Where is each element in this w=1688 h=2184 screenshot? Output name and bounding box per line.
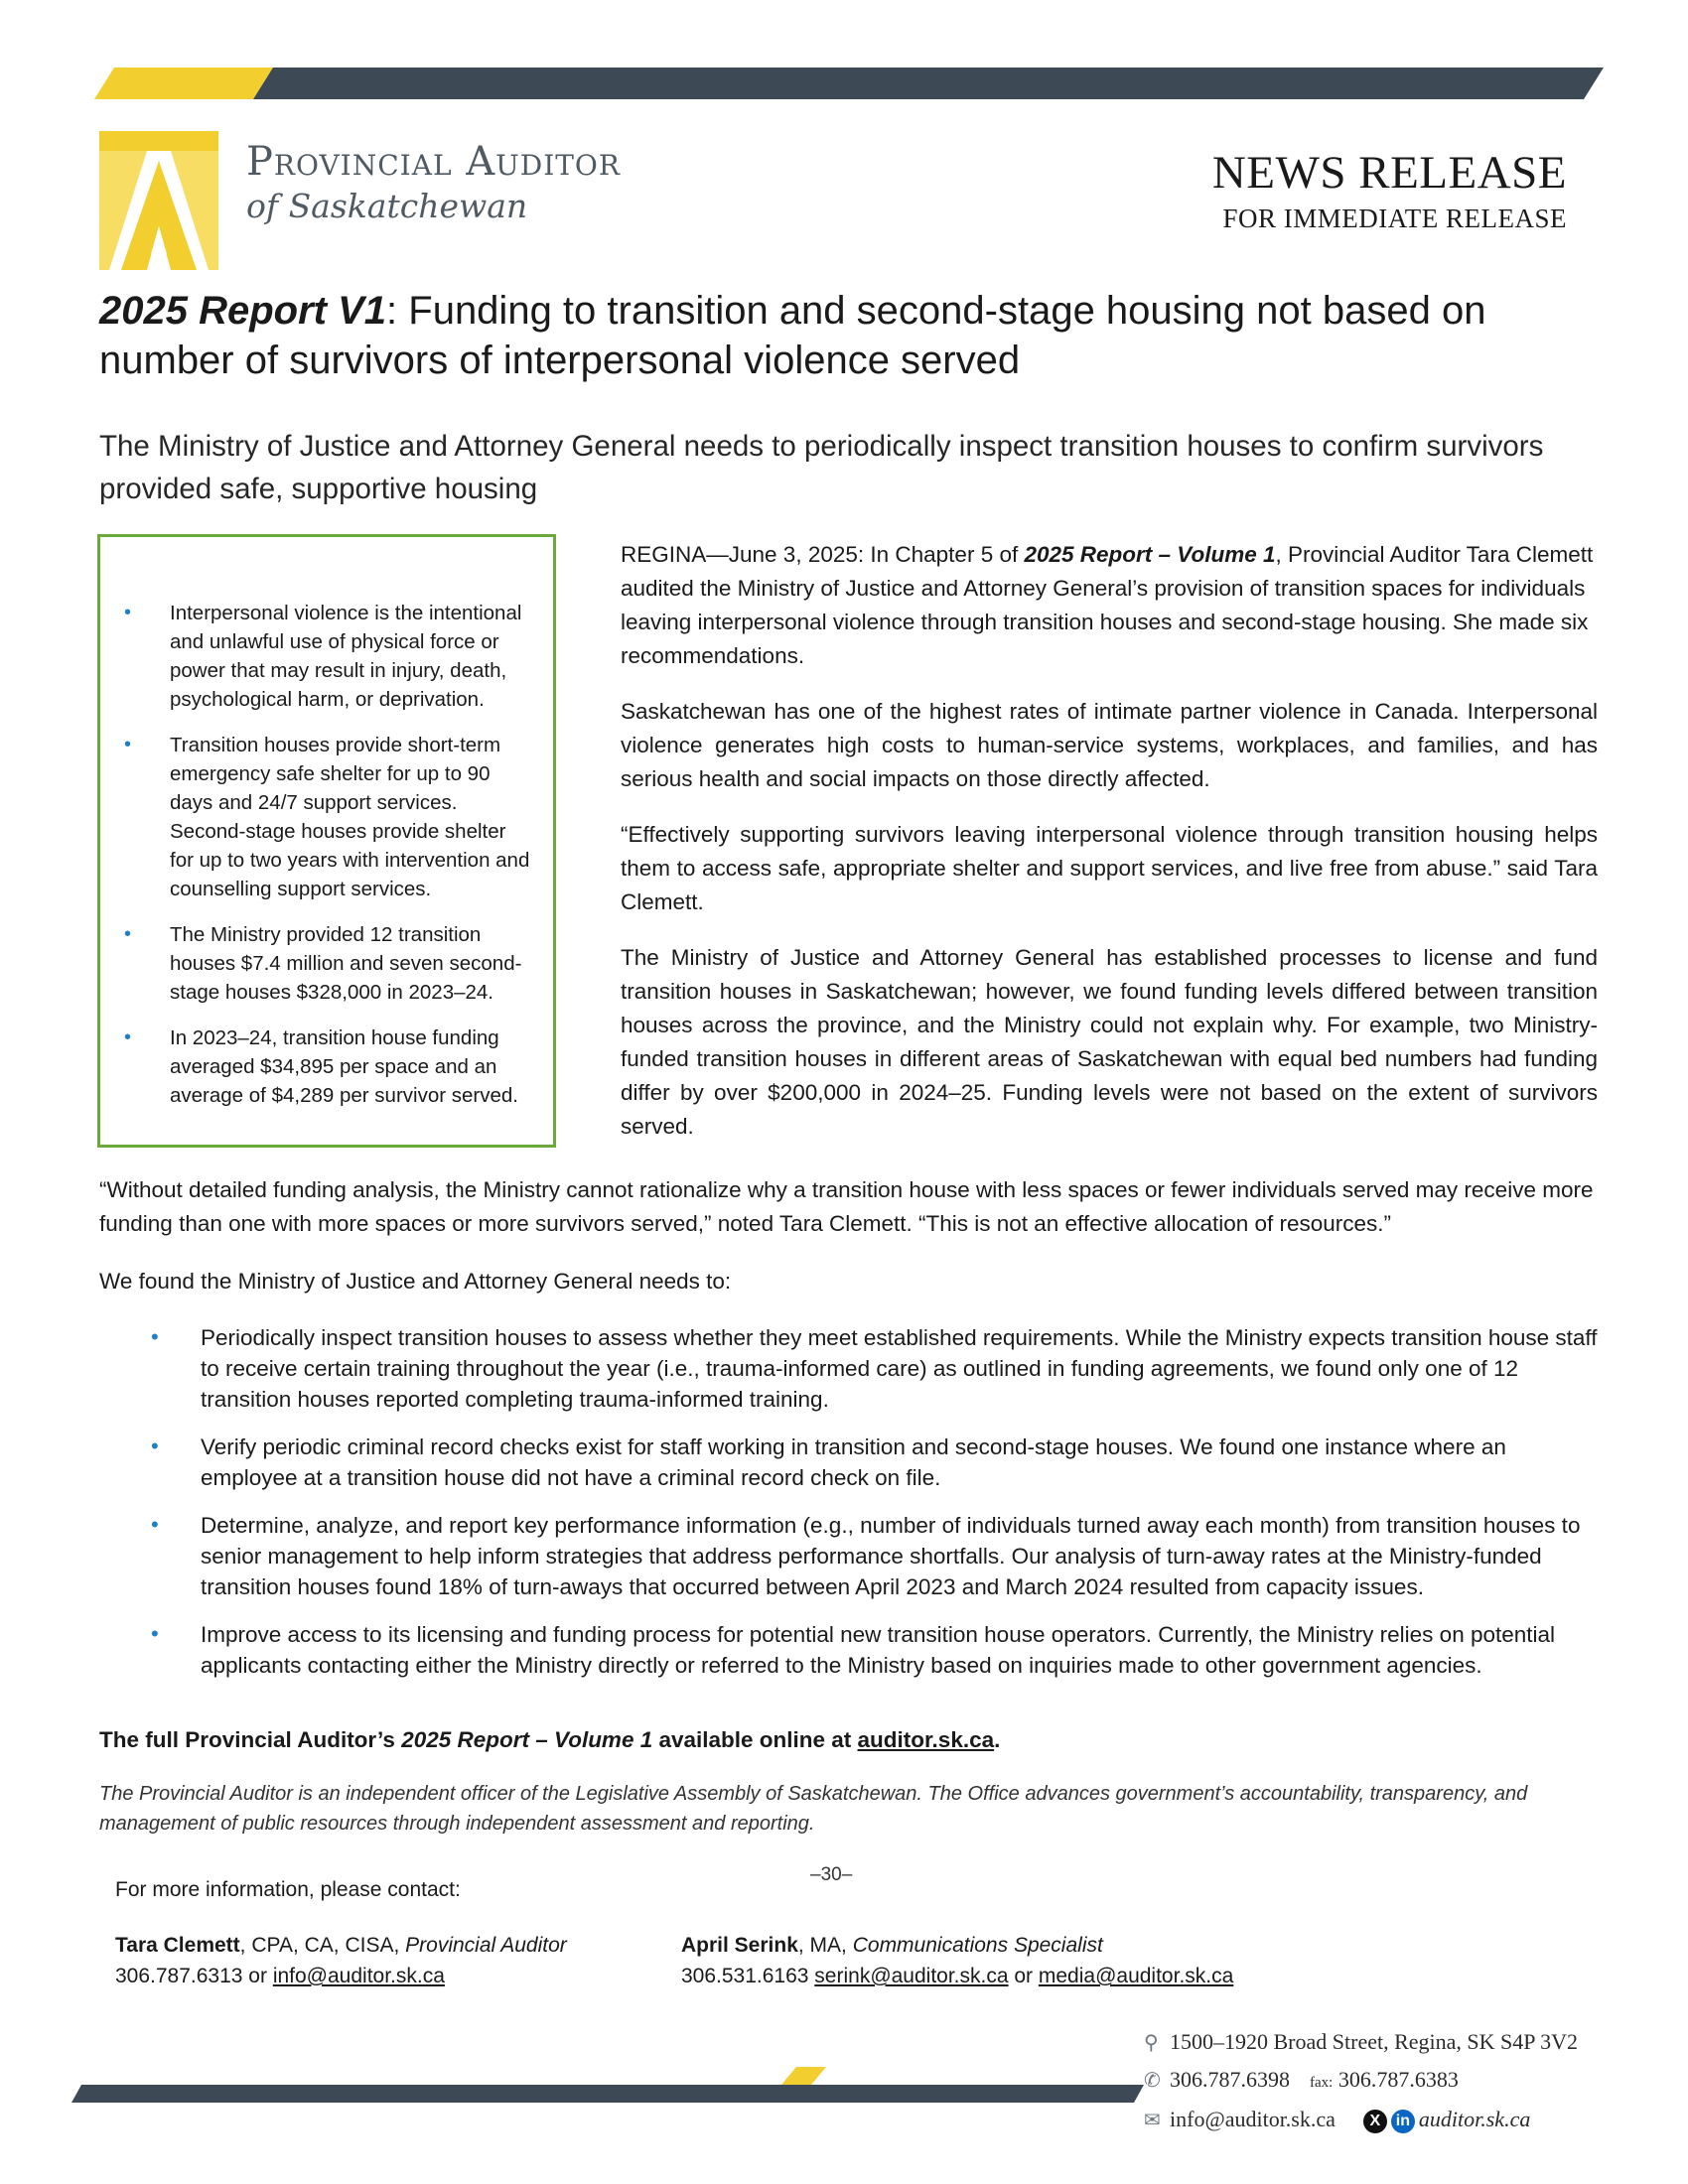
body-paragraph-6: [99, 1265, 1599, 1298]
body-paragraph-3: “Effectively supporting survivors leaving interpersonal violence through transition housing helps them to access safe, appropriate shelter and support services, and live free from abuse.” said Tara Clemett.: [621, 822, 1598, 914]
full-report-text-a: The full Provincial Auditor’s: [99, 1727, 402, 1752]
header-stripe: [94, 68, 1604, 99]
key-fact-item: [124, 1024, 535, 1110]
bullet-icon: •: [124, 1026, 132, 1048]
bullet-icon: •: [151, 1512, 159, 1537]
bullet-icon: •: [124, 734, 132, 755]
key-fact-text: Interpersonal violence is the intentional and unlawful use of physical force or power that may result in injury, death, psychological harm, or deprivation.: [170, 602, 522, 711]
recommendation-text: Improve access to its licensing and funding process for potential new transition house operators. Currently, the Ministry relies on potential applicants contacting either the Ministry directly or referred to the Ministry based on inquiries made to other government agencies.: [201, 1622, 1556, 1678]
contact-phone: 306.531.6163: [681, 1965, 815, 1987]
key-fact-item: [124, 920, 535, 1007]
body-paragraph-2: Saskatchewan has one of the highest rates of intimate partner violence in Canada. Interpersonal violence generates high costs to human-service systems, workplaces, and families, and has serious health and social impacts on those directly affected.: [621, 699, 1598, 791]
auditor-logo: [99, 131, 218, 270]
contact-primary: [115, 1930, 567, 1991]
p1-text-b: , Provincial Auditor Tara Clemett audited the Ministry of Justice and Attorney General’s provision of transition spaces for individuals leaving interpersonal violence through transition houses and second-stage housing. She made six recommendations.: [621, 542, 1594, 668]
media-email-link[interactable]: media@auditor.sk.ca: [1038, 1965, 1234, 1987]
contact-email-link[interactable]: serink@auditor.sk.ca: [814, 1965, 1009, 1987]
bullet-icon: •: [124, 602, 132, 623]
footer-contact-block: [1144, 2029, 1601, 2168]
contact-title: Provincial Auditor: [405, 1934, 567, 1957]
contact-phone: 306.787.6313 or: [115, 1965, 273, 1987]
contact-creds: , MA,: [797, 1934, 853, 1957]
key-facts-box: [97, 534, 556, 1148]
subheadline: The Ministry of Justice and Attorney General needs to periodically inspect transition houses to confirm survivors provided safe, supportive housing: [99, 430, 1544, 505]
footer-fax-label: fax:: [1310, 2075, 1334, 2091]
footer-website-link[interactable]: auditor.sk.ca: [1418, 2107, 1531, 2131]
body-paragraph-4: The Ministry of Justice and Attorney General has established processes to license and fund transition houses in Saskatchewan; however, we found funding levels differed between transition houses across the province, and the Ministry could not explain why. For example, two Ministry-funded transition houses in different areas of Saskatchewan with equal bed numbers had funding differ by over $200,000 in 2024–25. Funding levels were not based on the extent of survivors served.: [621, 945, 1598, 1139]
recommendations-list: [99, 1322, 1599, 1681]
recommendation-item: [99, 1432, 1599, 1493]
recommendation-text: Periodically inspect transition houses to assess whether they meet established requirements. While the Ministry expects transition house staff to receive certain training throughout the year (i.e., trauma-informed care) as outlined in funding agreements, we found only one of 12 transition houses reported completing trauma-informed training.: [201, 1325, 1598, 1412]
bullet-icon: •: [151, 1433, 159, 1458]
key-fact-text: In 2023–24, transition house funding averaged $34,895 per space and an average of $4,289 per survivor served.: [170, 1026, 518, 1107]
contact-name: April Serink: [681, 1934, 798, 1957]
recommendations: [99, 1322, 1599, 1698]
contact-or: or: [1008, 1965, 1039, 1987]
headline-emphasis: 2025 Report V1: [99, 289, 387, 333]
recommendation-item: [99, 1619, 1599, 1681]
contact-secondary: [681, 1930, 1233, 1991]
email-icon: ✉: [1144, 2110, 1161, 2131]
footer-phone: 306.787.6398: [1170, 2067, 1290, 2092]
recommendation-text: Determine, analyze, and report key performance information (e.g., number of individuals turned away each month) from transition houses to senior management to help inform strategies that address performance shortfalls. Our analysis of turn-away rates at the Ministry-funded transition houses found 18% of turn-aways that occurred between April 2023 and March 2024 resulted from capacity issues.: [201, 1513, 1581, 1599]
key-fact-item: [124, 599, 535, 714]
key-fact-item: [124, 731, 535, 903]
p1-text-a: REGINA—June 3, 2025: In Chapter 5 of: [621, 542, 1025, 567]
findings-intro: We found the Ministry of Justice and Attorney General needs to:: [99, 1269, 732, 1294]
footer-fax: 306.787.6383: [1337, 2067, 1459, 2092]
body-paragraph-1: [621, 538, 1598, 673]
bullet-icon: •: [151, 1621, 159, 1646]
x-social-icon[interactable]: X: [1363, 2110, 1387, 2133]
body-right-column: [621, 538, 1598, 1165]
key-facts-list: [100, 537, 553, 1110]
key-fact-text: Transition houses provide short-term emergency safe shelter for up to 90 days and 24/7 support services. Second-stage houses provide shelter for up to two years with intervention and counselling support services.: [170, 734, 530, 900]
contact-email-link[interactable]: info@auditor.sk.ca: [272, 1965, 445, 1987]
linkedin-icon[interactable]: in: [1391, 2110, 1415, 2133]
full-report-text-b: available online at: [652, 1727, 858, 1752]
full-report-end: .: [994, 1727, 1001, 1752]
full-report-title: 2025 Report – Volume 1: [401, 1727, 653, 1752]
auditor-website-link[interactable]: auditor.sk.ca: [857, 1727, 995, 1752]
headline-text: : Funding to transition and second-stage housing not based on number of survivors of interpersonal violence served: [99, 289, 1486, 382]
quote-text: “Without detailed funding analysis, the Ministry cannot rationalize why a transition house with less spaces or fewer individuals served may receive more funding than one with more spaces or more survivors served,” noted Tara Clemett. “This is not an effective allocation of resources.”: [99, 1177, 1594, 1236]
recommendation-item: [99, 1510, 1599, 1602]
footer-stripe: [71, 2067, 1144, 2103]
phone-icon: ✆: [1144, 2070, 1161, 2092]
contact-creds: , CPA, CA, CISA,: [239, 1934, 406, 1957]
headline: [99, 286, 1599, 385]
release-banner: [1212, 149, 1567, 234]
p1-report-title: 2025 Report – Volume 1: [1024, 542, 1276, 567]
body-paragraph-5: [99, 1173, 1599, 1241]
about-office: The Provincial Auditor is an independent officer of the Legislative Assembly of Saskatchewan. The Office advances government’s accountability, transparency, and management of public resources through independent assessment and reporting.: [99, 1783, 1528, 1835]
footer-email[interactable]: info@auditor.sk.ca: [1170, 2107, 1336, 2131]
org-name-line2: of Saskatchewan: [246, 187, 528, 225]
org-name-line1: Provincial Auditor: [246, 139, 621, 185]
org-name: [246, 139, 621, 225]
contact-title: Communications Specialist: [852, 1934, 1103, 1957]
contact-name: Tara Clemett: [115, 1934, 240, 1957]
release-title: NEWS RELEASE: [1211, 147, 1567, 199]
recommendation-item: [99, 1322, 1599, 1415]
contact-label: For more information, please contact:: [115, 1878, 461, 1901]
end-mark: –30–: [810, 1864, 853, 1885]
location-pin-icon: ⚲: [1144, 2032, 1159, 2054]
key-fact-text: The Ministry provided 12 transition houses $7.4 million and seven second-stage houses $328,000 in 2023–24.: [170, 923, 522, 1004]
recommendation-text: Verify periodic criminal record checks exist for staff working in transition and second-stage houses. We found one instance where an employee at a transition house did not have a criminal record check on file.: [201, 1434, 1506, 1490]
full-report-notice: [99, 1727, 1000, 1753]
release-subtitle: FOR IMMEDIATE RELEASE: [1222, 204, 1567, 234]
footer-address: 1500–1920 Broad Street, Regina, SK S4P 3V2: [1170, 2029, 1579, 2054]
bullet-icon: •: [124, 923, 132, 945]
bullet-icon: •: [151, 1324, 159, 1349]
